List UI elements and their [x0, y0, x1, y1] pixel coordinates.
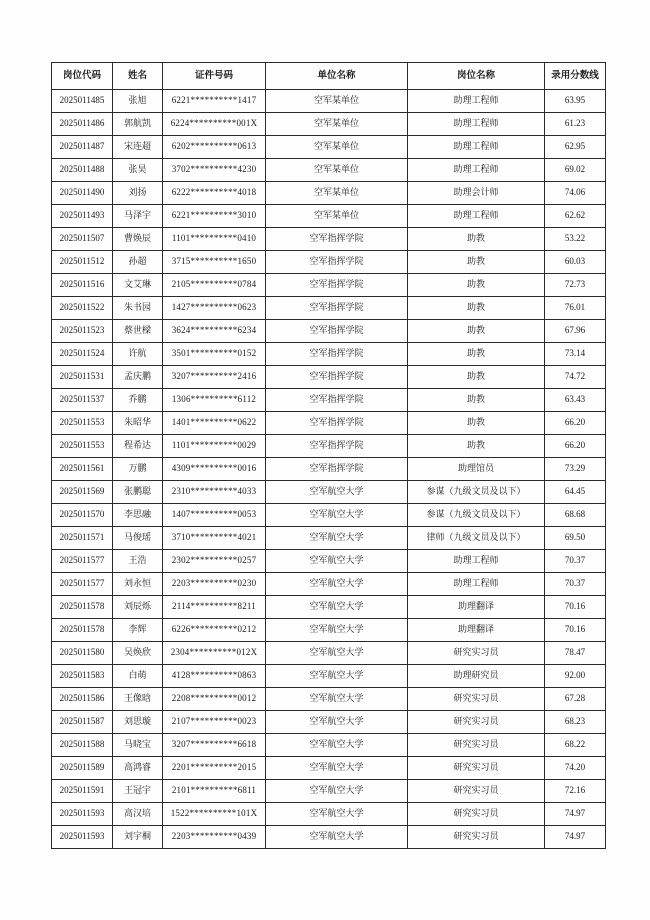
table-cell: 研究实习员 [408, 734, 545, 757]
table-cell: 92.00 [545, 665, 606, 688]
table-cell: 助理工程师 [408, 113, 545, 136]
table-cell: 76.01 [545, 297, 606, 320]
table-row [52, 711, 606, 734]
table-cell: 许航 [113, 343, 163, 366]
table-cell: 2107**********0023 [163, 711, 266, 734]
table-cell: 空军指挥学院 [266, 343, 408, 366]
table-row [52, 90, 606, 113]
table-cell: 高鸿睿 [113, 757, 163, 780]
table-cell: 孙超 [113, 251, 163, 274]
table-cell: 空军航空大学 [266, 780, 408, 803]
table-cell: 助教 [408, 366, 545, 389]
table-cell: 2101**********6811 [163, 780, 266, 803]
table-cell: 助教 [408, 251, 545, 274]
table-cell: 助理馆员 [408, 458, 545, 481]
table-cell: 空军指挥学院 [266, 412, 408, 435]
table-cell: 空军航空大学 [266, 803, 408, 826]
table-cell: 助教 [408, 389, 545, 412]
column-header-2: 证件号码 [163, 63, 266, 90]
table-row [52, 297, 606, 320]
table-cell: 王冠宇 [113, 780, 163, 803]
table-cell: 空军指挥学院 [266, 251, 408, 274]
table-cell: 3207**********2416 [163, 366, 266, 389]
table-cell: 助理工程师 [408, 90, 545, 113]
admission-score-table [51, 62, 606, 849]
table-cell: 马俊瑶 [113, 527, 163, 550]
table-cell: 61.23 [545, 113, 606, 136]
table-cell: 2025011522 [52, 297, 113, 320]
table-cell: 2025011588 [52, 734, 113, 757]
table-cell: 程希达 [113, 435, 163, 458]
table-cell: 空军航空大学 [266, 619, 408, 642]
table-cell: 高汉培 [113, 803, 163, 826]
table-cell: 2025011516 [52, 274, 113, 297]
table-row [52, 642, 606, 665]
table-cell: 助教 [408, 435, 545, 458]
table-cell: 王像晗 [113, 688, 163, 711]
table-cell: 1306**********6112 [163, 389, 266, 412]
table-cell: 郭航凯 [113, 113, 163, 136]
table-cell: 吴焕欣 [113, 642, 163, 665]
table-cell: 助理工程师 [408, 205, 545, 228]
table-cell: 2025011583 [52, 665, 113, 688]
table-row [52, 228, 606, 251]
table-cell: 空军航空大学 [266, 550, 408, 573]
table-cell: 助教 [408, 343, 545, 366]
table-row [52, 665, 606, 688]
table-cell: 2025011589 [52, 757, 113, 780]
table-row [52, 320, 606, 343]
table-cell: 6222**********4018 [163, 182, 266, 205]
table-cell: 6224**********001X [163, 113, 266, 136]
table-cell: 2025011577 [52, 573, 113, 596]
table-cell: 朱昭华 [113, 412, 163, 435]
table-cell: 1401**********0622 [163, 412, 266, 435]
table-cell: 空军指挥学院 [266, 366, 408, 389]
table-cell: 空军指挥学院 [266, 389, 408, 412]
table-cell: 66.20 [545, 435, 606, 458]
column-header-4: 岗位名称 [408, 63, 545, 90]
table-cell: 2025011490 [52, 182, 113, 205]
table-cell: 70.16 [545, 596, 606, 619]
table-cell: 助理研究员 [408, 665, 545, 688]
table-cell: 2025011537 [52, 389, 113, 412]
table-cell: 刘永恒 [113, 573, 163, 596]
table-cell: 2025011569 [52, 481, 113, 504]
table-cell: 72.16 [545, 780, 606, 803]
table-cell: 1101**********0410 [163, 228, 266, 251]
table-cell: 助教 [408, 228, 545, 251]
table-cell: 助教 [408, 274, 545, 297]
table-cell: 研究实习员 [408, 803, 545, 826]
table-cell: 2025011485 [52, 90, 113, 113]
table-cell: 2025011593 [52, 803, 113, 826]
table-cell: 助理工程师 [408, 550, 545, 573]
table-cell: 2025011523 [52, 320, 113, 343]
table-cell: 律师（九级文员及以下） [408, 527, 545, 550]
table-cell: 助理翻译 [408, 596, 545, 619]
table-cell: 空军航空大学 [266, 711, 408, 734]
table-cell: 70.37 [545, 573, 606, 596]
table-row [52, 826, 606, 849]
table-cell: 空军航空大学 [266, 757, 408, 780]
table-cell: 1522**********101X [163, 803, 266, 826]
table-row [52, 343, 606, 366]
table-row [52, 435, 606, 458]
table-cell: 2025011488 [52, 159, 113, 182]
table-cell: 70.16 [545, 619, 606, 642]
table-cell: 2025011487 [52, 136, 113, 159]
table-cell: 马晓宝 [113, 734, 163, 757]
table-cell: 2105**********0784 [163, 274, 266, 297]
table-cell: 2025011507 [52, 228, 113, 251]
table-cell: 助教 [408, 412, 545, 435]
table-cell: 助教 [408, 297, 545, 320]
table-cell: 3702**********4230 [163, 159, 266, 182]
table-cell: 蔡世樑 [113, 320, 163, 343]
table-cell: 64.45 [545, 481, 606, 504]
table-cell: 空军指挥学院 [266, 435, 408, 458]
table-cell: 3207**********6618 [163, 734, 266, 757]
table-cell: 研究实习员 [408, 757, 545, 780]
table-cell: 助理工程师 [408, 159, 545, 182]
table-cell: 2025011593 [52, 826, 113, 849]
table-cell: 4309**********0016 [163, 458, 266, 481]
table-cell: 刘思璇 [113, 711, 163, 734]
table-cell: 2025011512 [52, 251, 113, 274]
table-cell: 6221**********3010 [163, 205, 266, 228]
table-cell: 空军某单位 [266, 90, 408, 113]
table-cell: 63.43 [545, 389, 606, 412]
table-cell: 朱书园 [113, 297, 163, 320]
table-cell: 宋连超 [113, 136, 163, 159]
table-cell: 助理工程师 [408, 136, 545, 159]
table-row [52, 366, 606, 389]
table-cell: 2025011561 [52, 458, 113, 481]
table-cell: 马泽宇 [113, 205, 163, 228]
table-row [52, 205, 606, 228]
table-cell: 空军某单位 [266, 182, 408, 205]
table-row [52, 803, 606, 826]
table-cell: 空军航空大学 [266, 734, 408, 757]
table-cell: 文艾琳 [113, 274, 163, 297]
table-cell: 62.95 [545, 136, 606, 159]
table-cell: 3710**********4021 [163, 527, 266, 550]
table-cell: 万鹏 [113, 458, 163, 481]
table-cell: 6221**********1417 [163, 90, 266, 113]
column-header-0: 岗位代码 [52, 63, 113, 90]
table-cell: 74.97 [545, 803, 606, 826]
table-cell: 2310**********4033 [163, 481, 266, 504]
table-cell: 空军航空大学 [266, 688, 408, 711]
table-cell: 空军航空大学 [266, 527, 408, 550]
table-cell: 74.97 [545, 826, 606, 849]
table-cell: 4128**********0863 [163, 665, 266, 688]
table-row [52, 159, 606, 182]
table-cell: 3624**********6234 [163, 320, 266, 343]
table-row [52, 481, 606, 504]
table-cell: 60.03 [545, 251, 606, 274]
table-cell: 助理工程师 [408, 573, 545, 596]
table-cell: 空军某单位 [266, 205, 408, 228]
table-cell: 空军航空大学 [266, 665, 408, 688]
table-cell: 2025011570 [52, 504, 113, 527]
table-row [52, 274, 606, 297]
table-cell: 空军指挥学院 [266, 228, 408, 251]
table-row [52, 596, 606, 619]
table-cell: 空军航空大学 [266, 596, 408, 619]
table-row [52, 412, 606, 435]
table-cell: 2025011591 [52, 780, 113, 803]
table-cell: 2302**********0257 [163, 550, 266, 573]
table-cell: 3501**********0152 [163, 343, 266, 366]
table-cell: 2025011580 [52, 642, 113, 665]
table-cell: 2025011524 [52, 343, 113, 366]
table-row [52, 734, 606, 757]
table-cell: 2025011587 [52, 711, 113, 734]
table-cell: 72.73 [545, 274, 606, 297]
table-row [52, 113, 606, 136]
table-cell: 研究实习员 [408, 688, 545, 711]
table-row [52, 780, 606, 803]
table-cell: 空军航空大学 [266, 573, 408, 596]
table-cell: 李辉 [113, 619, 163, 642]
table-cell: 2203**********0230 [163, 573, 266, 596]
table-cell: 74.72 [545, 366, 606, 389]
table-cell: 67.28 [545, 688, 606, 711]
table-row [52, 527, 606, 550]
table-cell: 乔鹏 [113, 389, 163, 412]
table-cell: 张旭 [113, 90, 163, 113]
table-cell: 研究实习员 [408, 642, 545, 665]
table-cell: 62.62 [545, 205, 606, 228]
table-cell: 1101**********0029 [163, 435, 266, 458]
table-cell: 张昊 [113, 159, 163, 182]
table-cell: 空军某单位 [266, 113, 408, 136]
table-cell: 2025011531 [52, 366, 113, 389]
table-cell: 空军航空大学 [266, 826, 408, 849]
column-header-5: 录用分数线 [545, 63, 606, 90]
table-cell: 2025011578 [52, 619, 113, 642]
table-cell: 曹焕辰 [113, 228, 163, 251]
table-cell: 63.95 [545, 90, 606, 113]
table-cell: 空军指挥学院 [266, 297, 408, 320]
table-row [52, 619, 606, 642]
table-cell: 助理翻译 [408, 619, 545, 642]
table-cell: 空军指挥学院 [266, 274, 408, 297]
table-cell: 张鹏聪 [113, 481, 163, 504]
table-cell: 2114**********8211 [163, 596, 266, 619]
table-cell: 刘扬 [113, 182, 163, 205]
table-cell: 刘辰烁 [113, 596, 163, 619]
column-header-1: 姓名 [113, 63, 163, 90]
table-cell: 2025011486 [52, 113, 113, 136]
table-cell: 参谋（九级文员及以下） [408, 504, 545, 527]
table-cell: 刘宇桐 [113, 826, 163, 849]
table-row [52, 688, 606, 711]
table-cell: 3715**********1650 [163, 251, 266, 274]
table-cell: 2025011586 [52, 688, 113, 711]
table-cell: 69.50 [545, 527, 606, 550]
table-cell: 空军某单位 [266, 159, 408, 182]
table-cell: 空军航空大学 [266, 642, 408, 665]
table-cell: 66.20 [545, 412, 606, 435]
table-cell: 助教 [408, 320, 545, 343]
table-row [52, 573, 606, 596]
table-cell: 2025011553 [52, 435, 113, 458]
table-cell: 68.23 [545, 711, 606, 734]
table-cell: 74.06 [545, 182, 606, 205]
table-cell: 1407**********0053 [163, 504, 266, 527]
column-header-3: 单位名称 [266, 63, 408, 90]
table-cell: 73.29 [545, 458, 606, 481]
table-cell: 助理会计师 [408, 182, 545, 205]
table-cell: 孟庆鹏 [113, 366, 163, 389]
table-cell: 73.14 [545, 343, 606, 366]
table-cell: 2203**********0439 [163, 826, 266, 849]
table-cell: 研究实习员 [408, 780, 545, 803]
table-cell: 74.20 [545, 757, 606, 780]
table-header-row [52, 63, 606, 90]
table-row [52, 136, 606, 159]
table-cell: 78.47 [545, 642, 606, 665]
table-row [52, 504, 606, 527]
table-row [52, 182, 606, 205]
table-cell: 2025011578 [52, 596, 113, 619]
table-row [52, 458, 606, 481]
table-cell: 空军指挥学院 [266, 320, 408, 343]
table-cell: 53.22 [545, 228, 606, 251]
table-cell: 67.96 [545, 320, 606, 343]
table-cell: 68.68 [545, 504, 606, 527]
table-row [52, 550, 606, 573]
table-cell: 2304**********012X [163, 642, 266, 665]
table-cell: 参谋（九级文员及以下） [408, 481, 545, 504]
table-cell: 研究实习员 [408, 826, 545, 849]
table-cell: 1427**********0623 [163, 297, 266, 320]
table-cell: 空军指挥学院 [266, 458, 408, 481]
table-cell: 6202**********0613 [163, 136, 266, 159]
table-cell: 2025011493 [52, 205, 113, 228]
table-row [52, 389, 606, 412]
table-cell: 空军航空大学 [266, 504, 408, 527]
table-cell: 69.02 [545, 159, 606, 182]
table-row [52, 251, 606, 274]
table-cell: 6226**********0212 [163, 619, 266, 642]
table-cell: 2025011577 [52, 550, 113, 573]
table-cell: 2025011553 [52, 412, 113, 435]
table-cell: 2208**********0012 [163, 688, 266, 711]
table-cell: 68.22 [545, 734, 606, 757]
table-cell: 空军航空大学 [266, 481, 408, 504]
table-cell: 研究实习员 [408, 711, 545, 734]
table-cell: 2025011571 [52, 527, 113, 550]
table-cell: 空军某单位 [266, 136, 408, 159]
table-cell: 2201**********2015 [163, 757, 266, 780]
table-cell: 白萌 [113, 665, 163, 688]
table-row [52, 757, 606, 780]
table-cell: 王浩 [113, 550, 163, 573]
table-cell: 李思融 [113, 504, 163, 527]
table-cell: 70.37 [545, 550, 606, 573]
